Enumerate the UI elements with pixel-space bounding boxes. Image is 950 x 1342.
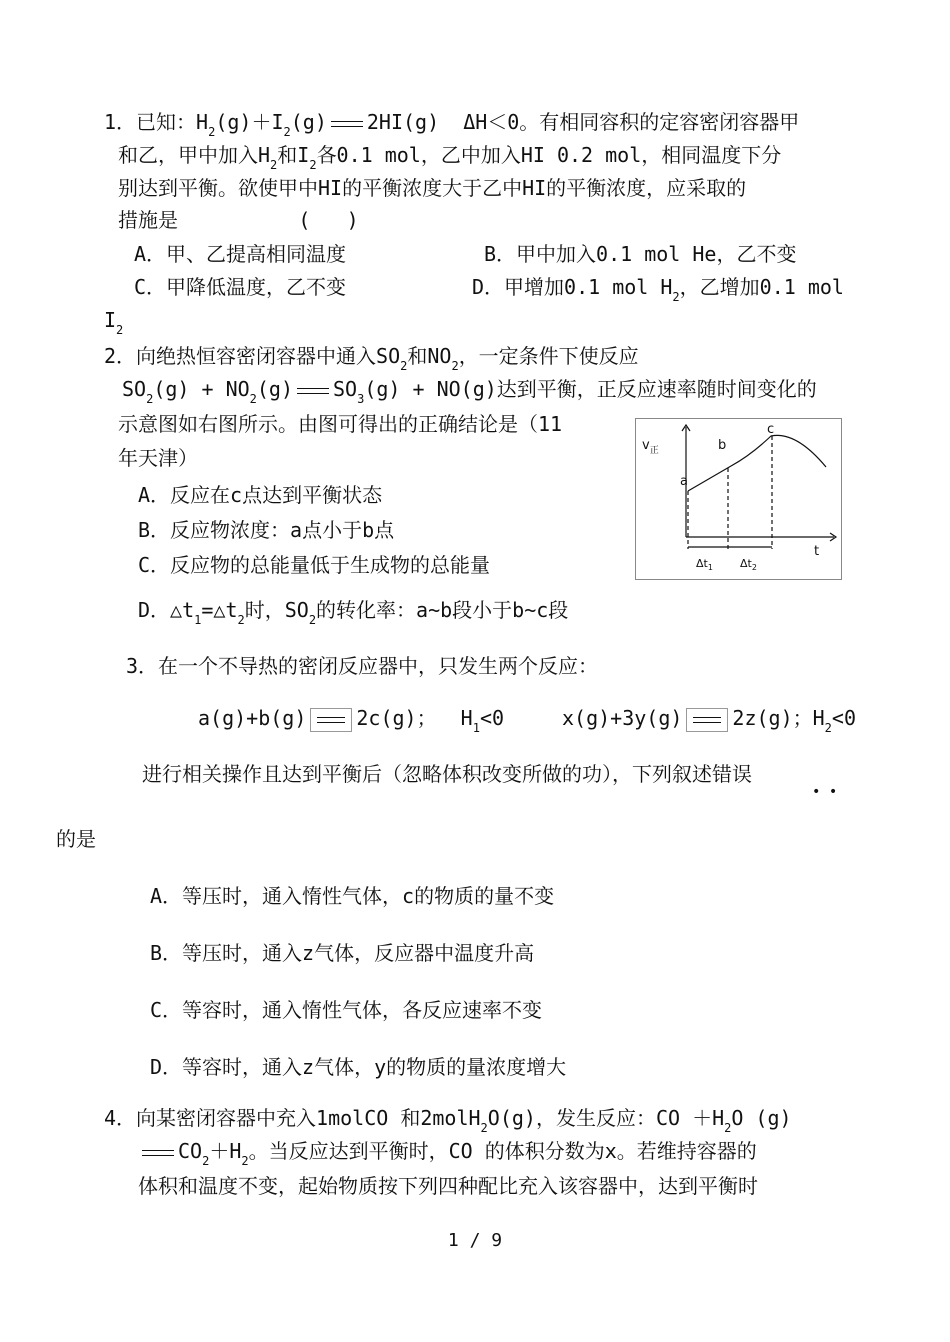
q1-option-a: A．甲、乙提高相同温度 — [134, 242, 347, 266]
q2-line-2: $SO_2(g) + NO_2(g) SO_3(g) + NO(g)$达到平衡，正反应速率随时间变化的 — [122, 377, 817, 406]
q1-line-4: 措施是 ( ) — [118, 208, 359, 232]
equilibrium-arrow-icon — [295, 384, 331, 398]
q3-line-4: 的是 — [56, 827, 96, 851]
q2-line-3: 示意图如右图所示。由图可得出的正确结论是（11 — [118, 412, 563, 436]
q2-line-1: 2．向绝热恒容密闭容器中通入$SO_2$和$NO_2$，一定条件下使反应 — [104, 344, 639, 373]
point-a-label: a — [680, 474, 688, 489]
rate-time-graph — [636, 419, 841, 579]
q3-line-1: 3．在一个不导热的密闭反应器中，只发生两个反应： — [126, 654, 599, 678]
point-c-label: c — [767, 422, 775, 437]
emphasis-dots: • • — [812, 784, 838, 800]
q3-line-3: 进行相关操作且达到平衡后（忽略体积改变所做的功），下列叙述错误 — [142, 762, 752, 786]
dt2-label: $\Delta t_2$ — [740, 557, 757, 572]
equilibrium-arrow-icon — [329, 117, 365, 131]
x-axis-label: t — [814, 544, 820, 559]
q2-option-c: C．反应物的总能量低于生成物的总能量 — [138, 553, 491, 577]
q3-reaction-1: a(g)+b(g) 2c(g)； $H_1<0$ — [198, 706, 505, 735]
q1-option-c: C．甲降低温度，乙不变 — [134, 275, 347, 299]
q1-option-d-continued: $I_2$ — [104, 308, 124, 337]
dt1-label: $\Delta t_1$ — [696, 557, 713, 572]
q2-option-a: A．反应在c点达到平衡状态 — [138, 483, 383, 507]
q1-line-2: 和乙，甲中加入$H_2$和$I_2$各0.1 mol，乙中加入HI 0.2 mol，相同温度下分 — [118, 143, 782, 172]
point-b-label: b — [718, 438, 727, 453]
page-number: 1 / 9 — [447, 1230, 503, 1251]
q4-line-1: 4．向某密闭容器中充入1molCO 和2molH$_2$O(g)，发生反应：CO $+H_2O$ (g) — [104, 1106, 792, 1135]
q3-option-a: A．等压时，通入惰性气体，c的物质的量不变 — [150, 884, 555, 908]
q3-option-b: B．等压时，通入z气体，反应器中温度升高 — [150, 941, 535, 965]
q3-option-c: C．等容时，通入惰性气体，各反应速率不变 — [150, 998, 543, 1022]
q2-line-4: 年天津） — [118, 446, 198, 470]
q1-option-b: B．甲中加入0.1 mol He，乙不变 — [484, 242, 797, 266]
rate-time-figure — [635, 418, 842, 580]
q4-line-3: 体积和温度不变，起始物质按下列四种配比充入该容器中，达到平衡时 — [138, 1174, 758, 1198]
q1-line-1: 1．已知：$H_2(g)+I_2(g)$ 2HI(g) ΔH＜0。有相同容积的定容密闭容器甲 — [104, 110, 800, 139]
q2-option-b: B．反应物浓度：a点小于b点 — [138, 518, 395, 542]
q4-line-2: $CO_2+H_2$。当反应达到平衡时，CO 的体积分数为x。若维持容器的 — [138, 1137, 757, 1175]
equilibrium-arrow-icon — [140, 1146, 176, 1160]
q3-option-d: D．等容时，通入z气体，y的物质的量浓度增大 — [150, 1055, 567, 1079]
equilibrium-arrow-icon — [686, 708, 728, 732]
rate-curve — [688, 435, 826, 491]
q2-option-d: D．$\triangle t_1=\triangle t_2$时，$SO_2$的转化率：a~b段小于b~c段 — [138, 598, 569, 627]
q1-line-3: 别达到平衡。欲使甲中HI的平衡浓度大于乙中HI的平衡浓度，应采取的 — [118, 176, 747, 200]
q1-option-d: D．甲增加0.1 mol $H_2$，乙增加0.1 mol — [472, 275, 844, 304]
q3-reaction-2: x(g)+3y(g) 2z(g)；$H_2<0$ — [562, 706, 856, 735]
equilibrium-arrow-icon — [310, 708, 352, 732]
y-axis-label: $v_正$ — [642, 438, 659, 456]
